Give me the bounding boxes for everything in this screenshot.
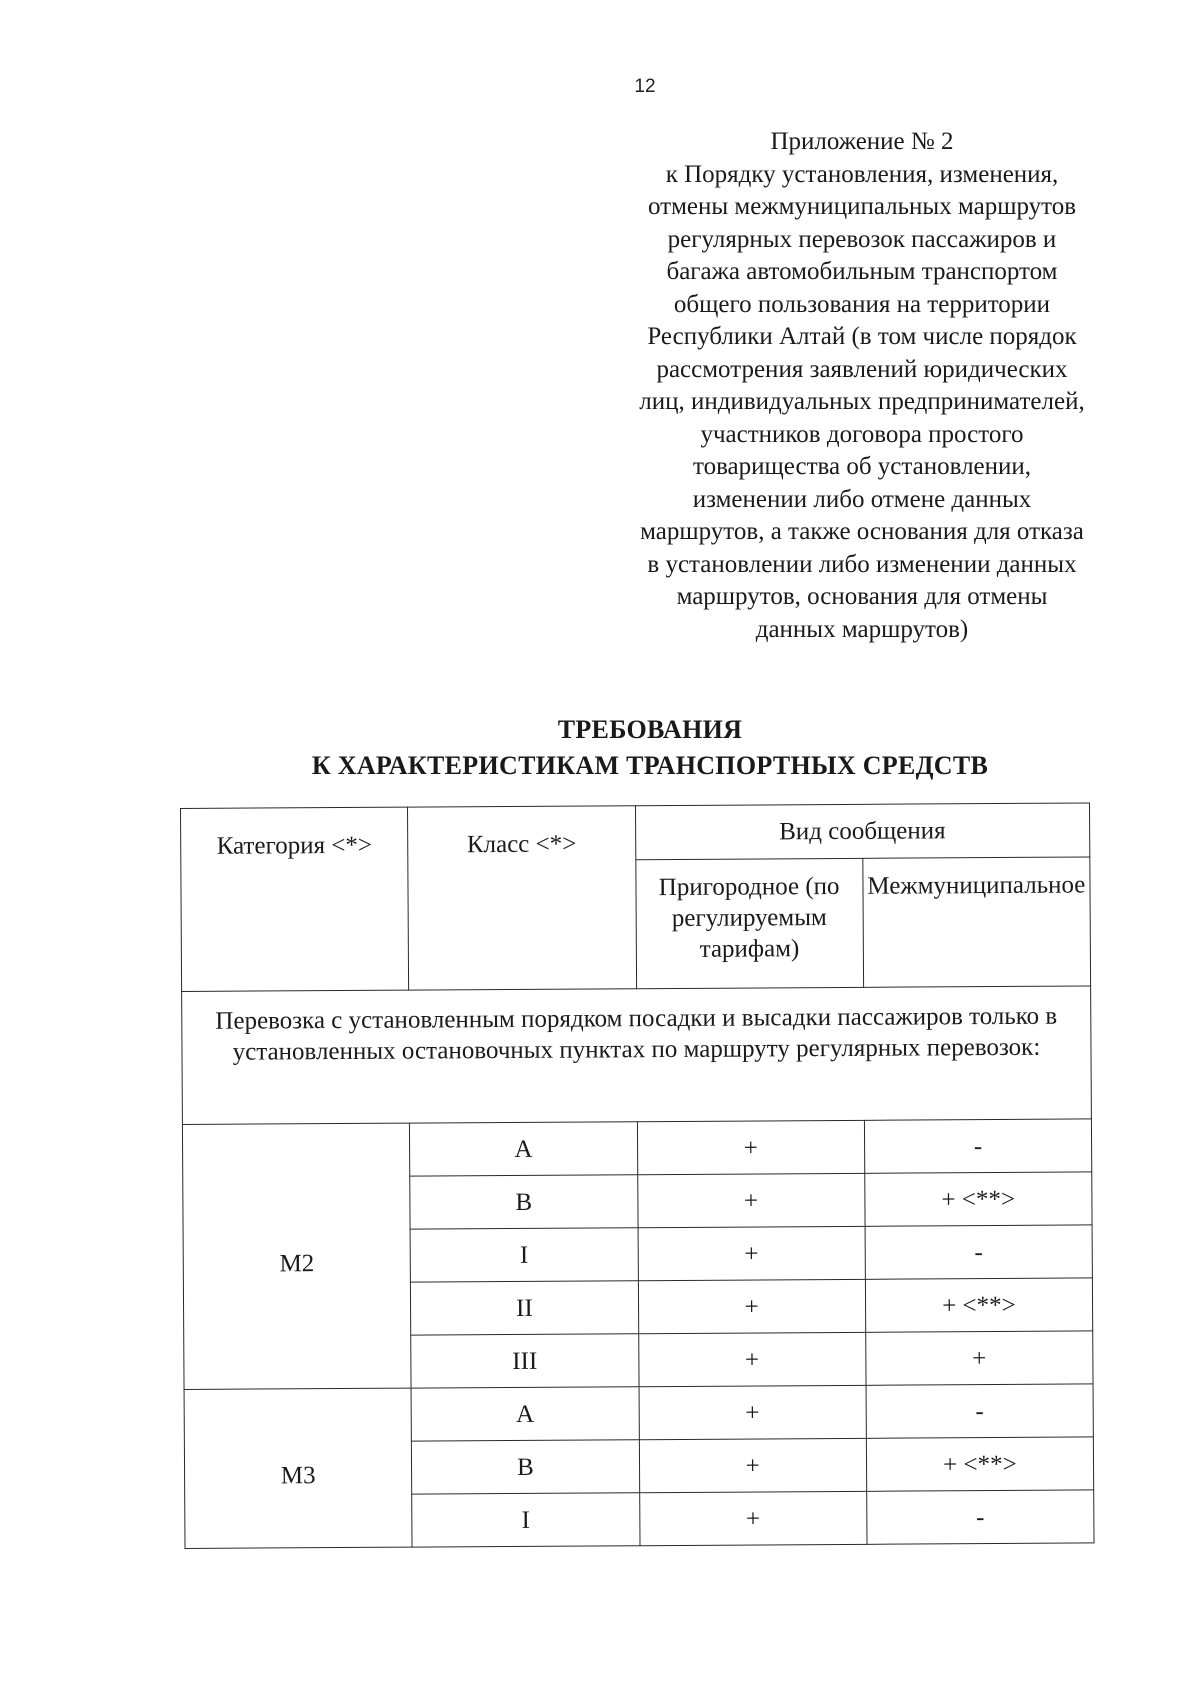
suburban-cell: + xyxy=(638,1332,866,1386)
intermunicipal-cell: + xyxy=(865,1331,1093,1385)
appendix-reference xyxy=(592,126,1132,646)
appendix-line: отмены межмуниципальных маршрутов xyxy=(647,193,1077,220)
page-number: 12 xyxy=(634,76,656,97)
document-title xyxy=(160,712,1140,784)
suburban-cell: + xyxy=(637,1173,865,1227)
intermunicipal-cell: - xyxy=(866,1384,1094,1438)
appendix-line: багажа автомобильным транспортом xyxy=(666,258,1058,285)
intermunicipal-cell: + <**> xyxy=(866,1437,1094,1491)
header-category: Категория <*> xyxy=(181,807,409,991)
class-cell: B xyxy=(410,1175,638,1229)
class-cell: III xyxy=(411,1334,639,1388)
appendix-line: участников договора простого xyxy=(700,420,1024,448)
intermunicipal-cell: + <**> xyxy=(865,1278,1093,1332)
header-intermunicipal: Межмуниципальное xyxy=(863,857,1091,987)
appendix-line: маршрутов, а также основания для отказа xyxy=(640,518,1084,545)
class-cell: I xyxy=(412,1493,640,1547)
section-row xyxy=(182,986,1092,1125)
appendix-line: товарищества об установлении, xyxy=(692,453,1032,480)
appendix-line: регулярных перевозок пассажиров и xyxy=(667,225,1057,253)
class-cell: II xyxy=(411,1281,639,1335)
header-message-type: Вид сообщения xyxy=(635,803,1090,860)
appendix-line: Республики Алтай (в том числе порядок xyxy=(647,323,1077,350)
suburban-cell: + xyxy=(638,1279,866,1333)
requirements-table xyxy=(180,802,1095,1549)
class-cell: A xyxy=(411,1387,639,1441)
appendix-line: лиц, индивидуальных предпринимателей, xyxy=(639,388,1085,415)
intermunicipal-cell: - xyxy=(864,1119,1092,1173)
intermunicipal-cell: - xyxy=(866,1490,1094,1544)
appendix-line: Приложение № 2 xyxy=(770,128,954,155)
category-cell: М2 xyxy=(182,1123,411,1389)
suburban-cell: + xyxy=(639,1438,867,1492)
intermunicipal-cell: + <**> xyxy=(864,1172,1092,1226)
class-cell: B xyxy=(412,1440,640,1494)
table-row xyxy=(184,1384,1093,1443)
appendix-line: данных маршрутов) xyxy=(755,615,969,643)
appendix-line: в установлении либо изменении данных xyxy=(647,550,1077,578)
suburban-cell: + xyxy=(639,1491,867,1545)
section-label: Перевозка с установленным порядком посадки и высадки пассажиров только в установленных остановочных пунктах по маршруту регулярных перевозок: xyxy=(182,986,1092,1125)
title-line-1: ТРЕБОВАНИЯ xyxy=(557,715,743,744)
appendix-line: маршрутов, основания для отмены xyxy=(676,583,1048,610)
table-row xyxy=(182,1119,1091,1178)
category-cell: М3 xyxy=(184,1388,412,1548)
title-line-2: К ХАРАКТЕРИСТИКАМ ТРАНСПОРТНЫХ СРЕДСТВ xyxy=(311,751,989,780)
header-row xyxy=(181,803,1090,863)
appendix-line: к Порядку установления, изменения, xyxy=(665,160,1059,188)
appendix-line: рассмотрения заявлений юридических xyxy=(656,355,1068,383)
suburban-cell: + xyxy=(638,1226,866,1280)
header-class: Класс <*> xyxy=(408,806,636,990)
suburban-cell: + xyxy=(637,1120,865,1174)
header-suburban: Пригородное (по регулируемым тарифам) xyxy=(635,858,863,988)
appendix-line: изменении либо отмене данных xyxy=(692,485,1032,513)
class-cell: I xyxy=(410,1228,638,1282)
intermunicipal-cell: - xyxy=(865,1225,1093,1279)
class-cell: A xyxy=(410,1122,638,1176)
appendix-line: общего пользования на территории xyxy=(673,290,1051,318)
suburban-cell: + xyxy=(639,1385,867,1439)
